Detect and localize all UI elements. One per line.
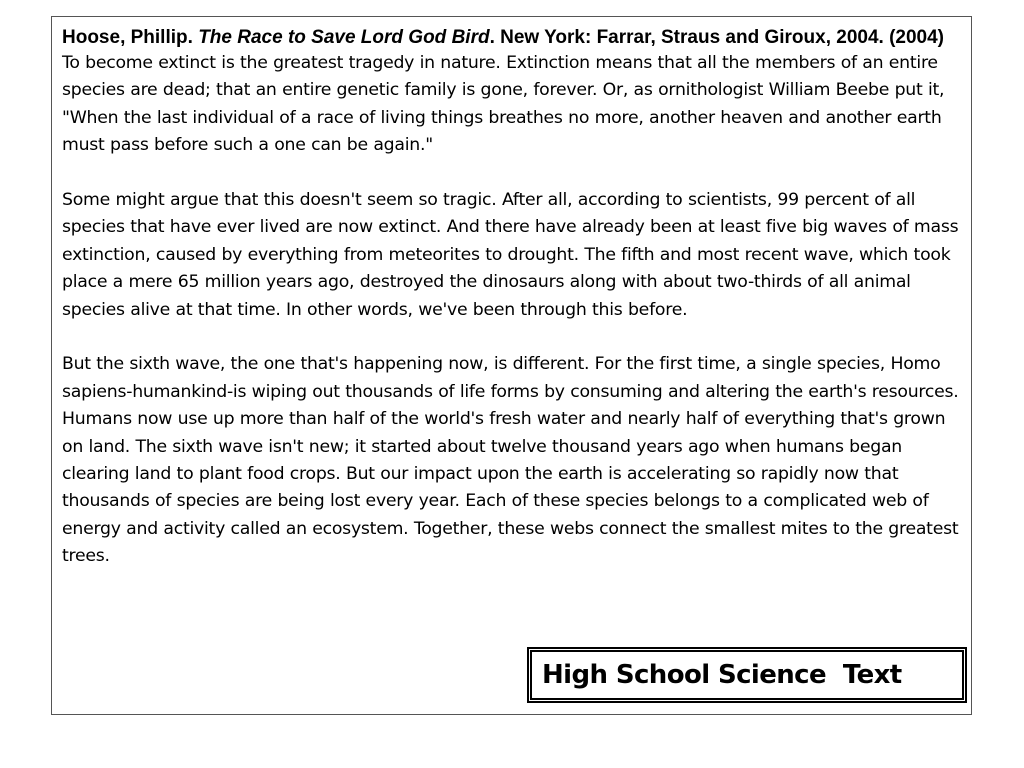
paragraph-3: But the sixth wave, the one that's happening now, is different. For the first time, a single species, Homo sapiens-humankind-is wiping out thousands of life forms by consuming and altering the earth's resources. Humans now use up more than half of the world's fresh water and nearly half of everything that's grown on land. The sixth wave isn't new; it started about twelve thousand years ago when humans began clearing land to plant food crops. But our impact upon the earth is accelerating so rapidly now that thousands of species are being lost every year. Each of these species belongs to a complicated web of energy and activity called an ecosystem. Together, these webs connect the smallest mites to the greatest trees.	[62, 354, 959, 567]
citation-title: The Race to Save Lord God Bird	[198, 27, 490, 48]
citation	[62, 25, 964, 50]
paragraph-1: To become extinct is the greatest tragedy in nature. Extinction means that all the members of an entire species are dead; that an entire genetic family is gone, forever. Or, as ornithologist William Beebe put it, "When the last individual of a race of living things breathes no more, another heaven and another earth must pass before such a one can be again."	[62, 53, 945, 156]
label-box	[527, 647, 967, 703]
text-frame	[51, 16, 972, 715]
label-text: High School Science Text	[542, 660, 902, 690]
citation-author: Hoose, Phillip.	[62, 27, 199, 48]
citation-publication: . New York: Farrar, Straus and Giroux, 2004. (2004)	[489, 27, 945, 48]
document-content	[62, 25, 964, 598]
paragraph-2: Some might argue that this doesn't seem so tragic. After all, according to scientists, 99 percent of all species that have ever lived are now extinct. And there have already been at least five big waves of mass extinction, caused by everything from meteorites to drought. The fifth and most recent wave, which took place a mere 65 million years ago, destroyed the dinosaurs along with about two-thirds of all animal species alive at that time. In other words, we've been through this before.	[62, 190, 959, 320]
